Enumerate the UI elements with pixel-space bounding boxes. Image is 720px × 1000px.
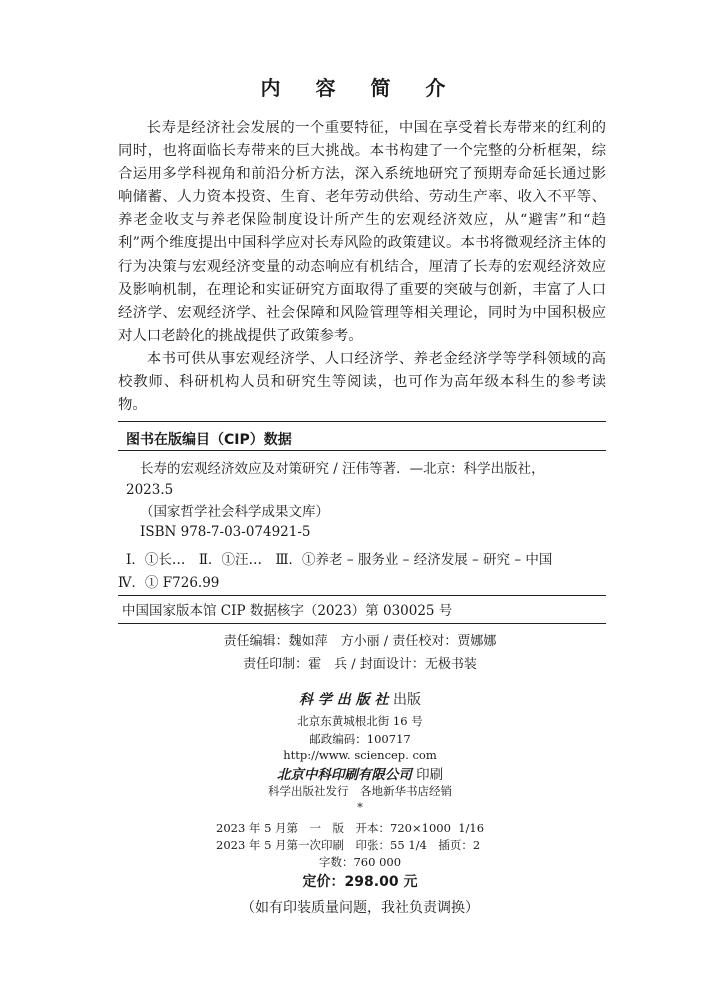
distribution-line: 科学出版社发行 各地新华书店经销	[268, 784, 452, 798]
cip-date-line: 2023.5	[126, 482, 174, 498]
publisher-address: 北京东黄城根北街 16 号	[297, 714, 423, 728]
specs-edition: 2023 年 5 月第 一 版 开本：720×1000 1/16	[216, 821, 485, 835]
publisher-line	[0, 689, 720, 709]
divider-bottom	[118, 623, 606, 624]
abstract-paragraph-1: 长寿是经济社会发展的一个重要特征，中国在享受着长寿带来的红利的同时，也将面临长寿带来的巨大挑战。本书构建了一个完整的分析框架，综合运用多学科视角和前沿分析方法，深入系统地研究了预期寿命延长通过影响储蓄、人力资本投资、生育、老年劳动供给、劳动生产率、收入不平等、养老金收支与养老保险制度设计所产生的宏观经济效应，从“避害”和“趋利”两个维度提出中国科学应对长寿风险的政策建议。本书将微观经济主体的行为决策与宏观经济变量的动态响应有机结合，厘清了长寿的宏观经济效应及影响机制，在理论和实证研究方面取得了重要的突破与创新，丰富了人口经济学、宏观经济学、社会保障和风险管理等相关理论，同时为中国积极应对人口老龄化的挑战提供了政策参考。	[118, 120, 606, 344]
printer-suffix: 印刷	[416, 767, 444, 783]
printer-line	[0, 763, 720, 783]
divider-library	[118, 595, 606, 596]
cip-heading: 图书在版编目（CIP）数据	[126, 432, 292, 448]
publisher-suffix: 出版	[392, 692, 421, 708]
cip-series-line: （国家哲学社会科学成果文库）	[140, 504, 329, 520]
cip-classification-2: Ⅳ．① F726.99	[118, 575, 220, 591]
divider-top	[118, 421, 606, 422]
abstract	[118, 117, 606, 417]
specs-word-count: 字数：760 000	[318, 855, 402, 869]
divider-cip	[118, 450, 606, 451]
cip-title-line: 长寿的宏观经济效应及对策研究 / 汪伟等著．—北京：科学出版社，	[140, 461, 545, 477]
publisher-postcode: 邮政编码：100717	[309, 732, 411, 746]
page-title: 内 容 简 介	[260, 76, 460, 100]
credits-editors: 责任编辑：魏如萍 方小丽 / 责任校对：贾娜娜	[223, 634, 497, 649]
specs-printing: 2023 年 5 月第一次印刷 印张：55 1/4 插页：2	[216, 838, 481, 852]
cip-library-number: 中国国家版本馆 CIP 数据核字（2023）第 030025 号	[122, 603, 453, 619]
publisher-url: http://www. sciencep. com	[283, 748, 437, 762]
cip-classification-1: Ⅰ．①长… Ⅱ．①汪… Ⅲ．①养老 – 服务业 – 经济发展 – 研究 – 中国	[126, 552, 553, 568]
quality-notice: （如有印装质量问题，我社负责调换）	[241, 900, 479, 916]
cip-isbn: ISBN 978-7-03-074921-5	[140, 524, 311, 540]
price: 定价：298.00 元	[302, 874, 418, 890]
credits-production: 责任印制：霍 兵 / 封面设计：无极书装	[243, 657, 477, 672]
printer-name: 北京中科印刷有限公司	[276, 767, 412, 783]
abstract-paragraph-2: 本书可供从事宏观经济学、人口经济学、养老金经济学等学科领域的高校教师、科研机构人员和研究生等阅读，也可作为高年级本科生的参考读物。	[118, 350, 606, 414]
publisher-logo-text: 科 学 出 版 社	[299, 692, 389, 708]
separator-star: *	[357, 800, 363, 814]
